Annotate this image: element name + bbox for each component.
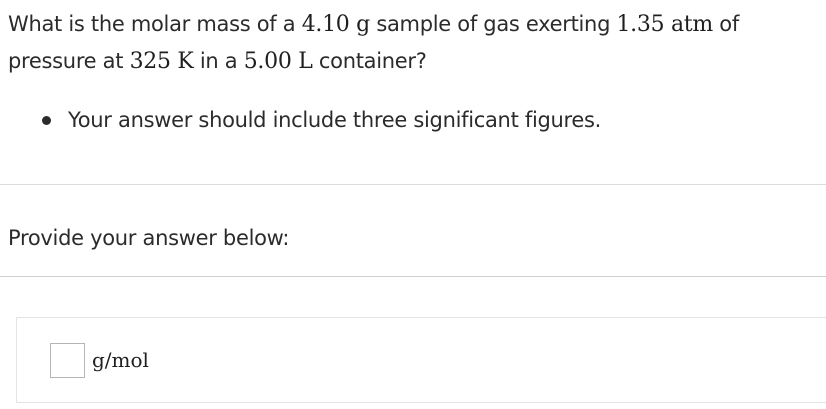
answer-prompt: Provide your answer below: — [8, 226, 290, 250]
unit-label: g/mol — [92, 348, 149, 372]
question-text-part: What is the molar mass of a — [8, 12, 302, 36]
question-text-part: in a — [193, 49, 244, 73]
temperature-value: 325 K — [129, 49, 194, 74]
question-text-part: of pressure at — [8, 12, 739, 73]
answer-input[interactable] — [50, 343, 85, 378]
instruction-list — [42, 102, 601, 138]
question-text — [8, 6, 820, 80]
volume-value: 5.00 L — [243, 49, 313, 74]
section-divider — [0, 276, 826, 277]
question-text-part: sample of gas exerting — [369, 12, 617, 36]
instruction-item — [42, 102, 601, 138]
question-text-part: container? — [312, 49, 427, 73]
mass-value: 4.10 g — [301, 12, 370, 37]
instruction-text: Your answer should include three significant figures. — [68, 108, 602, 132]
section-divider — [0, 184, 826, 185]
pressure-value: 1.35 atm — [616, 12, 713, 37]
bullet-icon — [42, 116, 51, 125]
answer-container — [16, 317, 826, 403]
